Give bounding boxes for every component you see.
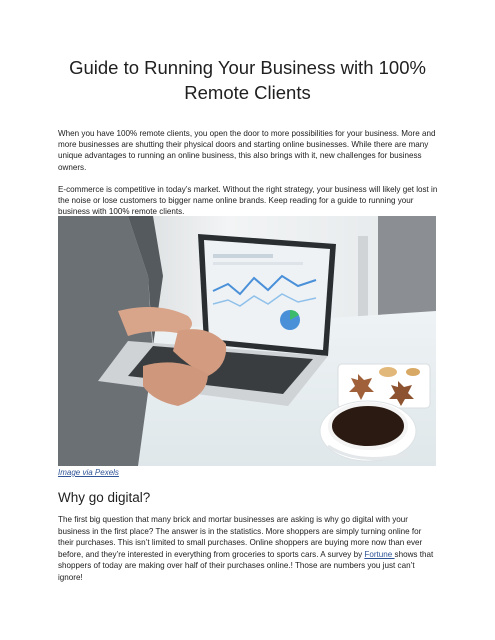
competition-paragraph: E-commerce is competitive in today’s market. Without the right strategy, your business will likely get lost in the noise or lose customers to bigger name online brands. Keep reading for a guide to running your business with 100% remote clients. <box>58 185 438 217</box>
section-text-before-link: The first big question that many brick and mortar businesses are asking is why go digital with your business in the first place? The answer is in the statistics. More shoppers are simply turning online for their purchases. This isn’t limited to small purchases. Online shoppers are buying more now than ever before, and they’re interested in everything from groceries to sports cars. A survey by <box>58 515 423 559</box>
laptop-photo-illustration <box>58 216 436 466</box>
section-heading: Why go digital? <box>58 490 151 505</box>
laptop-photo <box>58 216 436 466</box>
section-paragraph <box>58 514 438 584</box>
document-title: Guide to Running Your Business with 100% Remote Clients <box>69 57 426 103</box>
section-text-after-link: shows that shoppers of today are making over half of their purchases online.! Those are numbers you just can’t ignore! <box>58 549 434 582</box>
intro-paragraph: When you have 100% remote clients, you open the door to more possibilities for your business. More and more businesses are shutting their physical doors and starting online businesses. While there are many unique advantages to running an online business, this also brings with it, new challenges for business owners. <box>58 129 436 172</box>
fortune-link[interactable]: Fortune <box>364 549 395 559</box>
image-caption-link[interactable]: Image via Pexels <box>58 468 119 477</box>
